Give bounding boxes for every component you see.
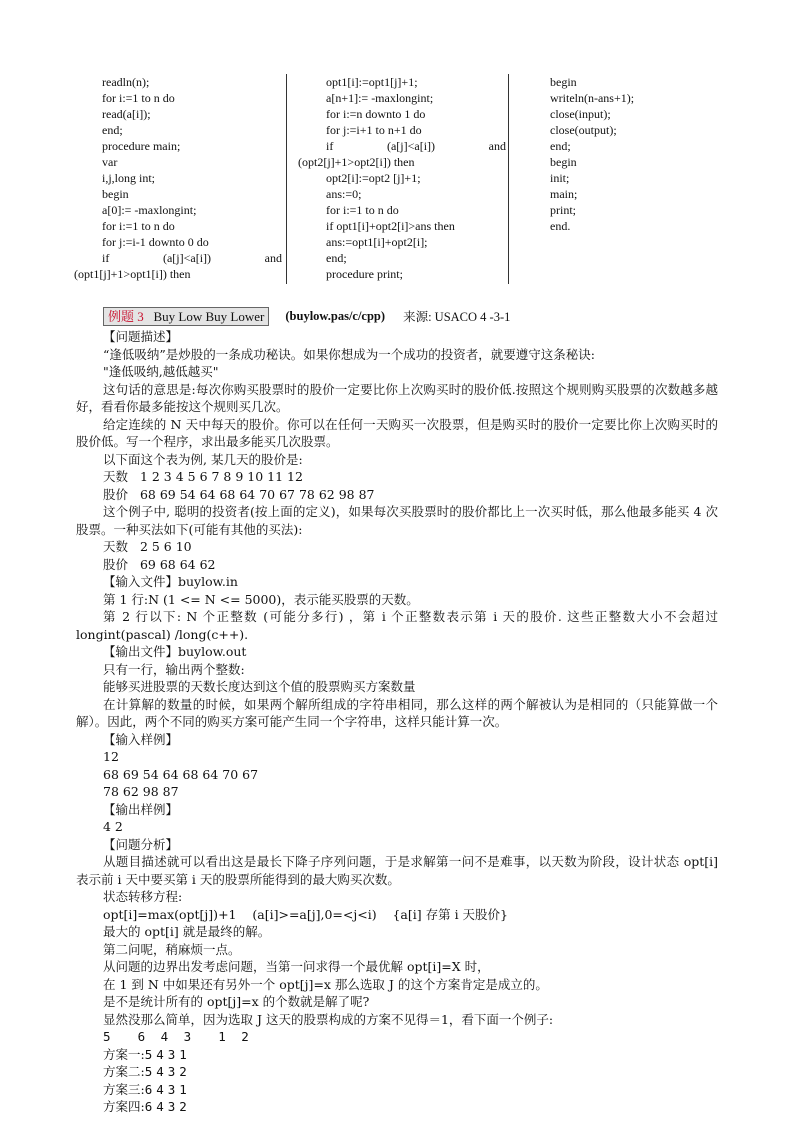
code-line: writeln(n-ans+1); — [550, 91, 635, 105]
paragraph: 以下面这个表为例, 某几天的股价是: — [103, 451, 303, 467]
code-token: (a[j]<a[i]) — [162, 251, 212, 265]
code-line: a[0]:= -maxlongint; — [102, 203, 197, 217]
problem-content — [76, 306, 718, 1116]
section-heading: 【输出文件】buylow.out — [103, 644, 247, 659]
days-row — [76, 468, 718, 486]
code-token: and — [488, 139, 506, 153]
code-token: and — [264, 251, 282, 265]
paragraph: 最大的 opt[i] 就是最终的解。 — [103, 924, 271, 939]
price-values: 69 68 64 62 — [139, 556, 216, 572]
paragraph: 在 1 到 N 中如果还有另外一个 opt[j]=x 那么选取 J 的这个方案肯定是成立的。 — [103, 976, 548, 992]
code-line: (opt1[j]+1>opt1[i]) then — [74, 267, 191, 281]
code-line: begin — [550, 75, 577, 89]
price-row — [76, 486, 718, 504]
code-line: begin — [102, 187, 129, 201]
paragraph: 在计算解的数量的时候，如果两个解所组成的字符串相同，那么这样的两个解被认为是相同的（只能算做一个解）。因此，两个不同的购买方案可能产生同一个字符串，这样只能计算一次。 — [76, 696, 718, 729]
plan-values: 5431 — [144, 1046, 191, 1062]
title-box — [103, 307, 269, 326]
section-heading: 【输出样例】 — [103, 801, 179, 817]
paragraph: 从问题的边界出发考虑问题，当第一问求得一个最优解 opt[i]=X 时， — [103, 959, 490, 974]
code-column-1 — [74, 74, 286, 282]
column-divider — [286, 74, 287, 284]
plan-label: 方案二: — [103, 1064, 145, 1079]
code-line: end; — [550, 139, 571, 153]
paragraph: 从题目描述就可以看出这是最长下降子序列问题，于是求解第一问不是难事，以天数为阶段，设计状态 opt[i] 表示前 i 天中要买第 i 天的股票所能得到的最大购买次数。 — [76, 854, 718, 887]
section-heading: 【输入文件】buylow.in — [103, 574, 238, 589]
code-line — [298, 138, 510, 154]
code-token: (a[j]<a[i]) — [386, 139, 436, 153]
code-line: ans:=opt1[i]+opt2[i]; — [326, 235, 428, 249]
section-heading: 【问题分析】 — [103, 836, 179, 852]
plan-row — [76, 1046, 718, 1064]
sample-line: 4 2 — [103, 819, 123, 834]
code-line: (opt2[j]+1>opt2[i]) then — [298, 155, 415, 169]
paragraph: 这句话的意思是:每次你购买股票时的股价一定要比你上次购买时的股价低.按照这个规则购买股票的次数越多越好，看看你最多能按这个规则买几次。 — [76, 381, 718, 414]
plan-row — [76, 1081, 718, 1099]
problem-file: (buylow.pas/c/cpp) — [285, 308, 386, 323]
code-line: readln(n); — [102, 75, 150, 89]
sample-line: 12 — [103, 749, 119, 764]
formula: opt[i]=max(opt[j])+1 (a[i]>=a[j],0=<j<i) {a[i] 存第 i 天股价} — [103, 906, 509, 922]
code-line: for i:=n downto 1 do — [326, 107, 426, 121]
code-line: for i:=1 to n do — [102, 219, 175, 233]
code-line: for i:=1 to n do — [102, 91, 175, 105]
days-label: 天数 — [103, 539, 129, 554]
plan-row — [76, 1098, 718, 1116]
days-values: 1 2 3 4 5 6 7 8 9 10 11 12 — [139, 469, 303, 484]
example-sequence: 5 6 4 3 1 2 — [103, 1029, 253, 1044]
paragraph: “逢低吸纳”是炒股的一条成功秘诀。如果你想成为一个成功的投资者，就要遵守这条秘诀: — [103, 346, 595, 362]
section-heading: 【问题描述】 — [103, 329, 179, 344]
code-line: procedure print; — [326, 267, 403, 281]
paragraph: 只有一行，输出两个整数: — [103, 661, 245, 677]
paragraph: 第二问呢，稍麻烦一点。 — [103, 941, 241, 957]
paragraph: 能够买进股票的天数长度达到这个值的股票购买方案数量 — [103, 679, 416, 694]
problem-name: Buy Low Buy Lower — [153, 308, 265, 324]
code-listing — [74, 74, 734, 286]
code-line: ans:=0; — [326, 187, 362, 201]
paragraph: 显然没那么简单，因为选取 J 这天的股票构成的方案不见得＝1，看下面一个例子: — [103, 1011, 554, 1027]
code-line: read(a[i]); — [102, 107, 151, 121]
code-line: end. — [550, 219, 571, 233]
code-line: end; — [326, 251, 347, 265]
code-line — [74, 250, 286, 266]
code-token: if — [102, 251, 110, 265]
sample-line: 68 69 54 64 68 64 70 67 — [103, 766, 259, 782]
paragraph: 第 1 行:N (1 <= N <= 5000)，表示能买股票的天数。 — [103, 591, 419, 607]
code-line: for j:=i+1 to n+1 do — [326, 123, 422, 137]
days-label: 天数 — [103, 469, 129, 484]
days-row — [76, 538, 718, 556]
days-values: 2 5 6 10 — [139, 539, 192, 554]
problem-source: 来源: USACO 4 -3-1 — [403, 310, 511, 324]
code-line: procedure main; — [102, 139, 181, 153]
code-line: end; — [102, 123, 123, 137]
paragraph: 这个例子中, 聪明的投资者(按上面的定义)，如果每次买股票时的股价都比上一次买时低，那么他最多能买 4 次股票。一种买法如下(可能有其他的买法): — [76, 504, 718, 537]
code-line: if opt1[i]+opt2[i]>ans then — [326, 219, 455, 233]
price-row — [76, 556, 718, 574]
code-line: var — [102, 155, 118, 169]
code-column-2 — [298, 74, 510, 282]
code-line: opt2[i]:=opt2 [j]+1; — [326, 171, 421, 185]
code-line: main; — [550, 187, 578, 201]
paragraph: 是不是统计所有的 opt[j]=x 的个数就是解了呢? — [103, 994, 370, 1009]
price-label: 股价 — [103, 486, 129, 502]
price-label: 股价 — [103, 556, 129, 572]
code-line: close(input); — [550, 107, 611, 121]
paragraph: 第 2 行以下: N 个正整数 (可能分多行) ，第 i 个正整数表示第 i 天的股价. 这些正整数大小不会超过longint(pascal) /long(c++). — [76, 609, 718, 642]
paragraph: 状态转移方程: — [103, 889, 183, 904]
code-line: for j:=i-1 downto 0 do — [102, 235, 209, 249]
code-token: if — [326, 139, 334, 153]
code-line: opt1[i]:=opt1[j]+1; — [326, 75, 418, 89]
paragraph: "逢低吸纳,越低越买" — [103, 364, 219, 379]
plan-values: 5432 — [144, 1064, 191, 1079]
paragraph: 给定连续的 N 天中每天的股价。你可以在任何一天购买一次股票，但是购买时的股价一定要比你上次购买时的股价低。写一个程序，求出最多能买几次股票。 — [76, 416, 718, 449]
code-line: close(output); — [550, 123, 617, 137]
problem-title — [76, 306, 718, 326]
plan-label: 方案一: — [103, 1046, 145, 1062]
plan-label: 方案三: — [103, 1081, 145, 1097]
plan-values: 6431 — [144, 1081, 191, 1097]
plan-label: 方案四: — [103, 1099, 145, 1114]
code-line: begin — [550, 155, 577, 169]
code-line: i,j,long int; — [102, 171, 156, 185]
code-line: a[n+1]:= -maxlongint; — [326, 91, 434, 105]
example-number: 例题 3 — [108, 308, 144, 324]
price-values: 68 69 54 64 68 64 70 67 78 62 98 87 — [139, 486, 375, 502]
sample-line: 78 62 98 87 — [103, 784, 179, 799]
plan-row — [76, 1063, 718, 1081]
code-line: print; — [550, 203, 576, 217]
code-column-3 — [550, 74, 700, 234]
code-line: init; — [550, 171, 570, 185]
code-line: for i:=1 to n do — [326, 203, 399, 217]
plan-values: 6432 — [144, 1099, 191, 1114]
section-heading: 【输入样例】 — [103, 731, 179, 747]
